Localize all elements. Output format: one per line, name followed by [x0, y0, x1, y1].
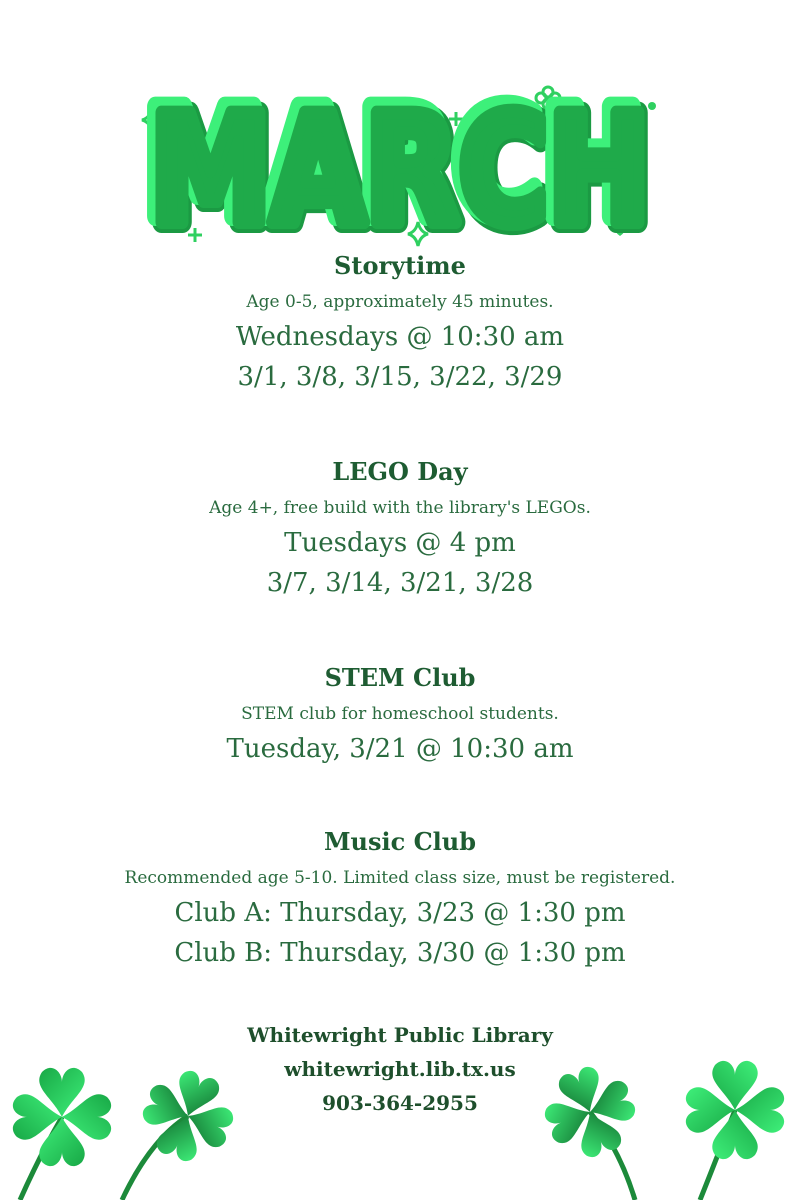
event-description: Age 4+, free build with the library's LEGOs.: [209, 498, 591, 518]
event-lego-day: [0, 451, 800, 603]
event-schedule: Tuesday, 3/21 @ 10:30 am: [226, 734, 574, 764]
event-schedule-a: Club A: Thursday, 3/23 @ 1:30 pm: [174, 898, 626, 928]
month-title-highlight: MARCH: [144, 80, 644, 250]
month-title-shadow: MARCH: [150, 84, 650, 250]
month-title: [130, 80, 670, 250]
library-info: [0, 1018, 800, 1120]
month-title-graphic: [130, 80, 670, 250]
event-name: STEM Club: [324, 663, 476, 692]
event-schedule: Tuesdays @ 4 pm: [284, 528, 516, 558]
event-description: Recommended age 5-10. Limited class size, must be registered.: [124, 868, 676, 888]
library-name: Whitewright Public Library: [247, 1023, 553, 1047]
event-name: Music Club: [323, 827, 477, 856]
event-schedule: Wednesdays @ 10:30 am: [235, 322, 565, 352]
event-dates: 3/7, 3/14, 3/21, 3/28: [266, 568, 534, 598]
event-music-club: [0, 821, 800, 973]
event-dates: 3/1, 3/8, 3/15, 3/22, 3/29: [237, 362, 563, 392]
library-website: whitewright.lib.tx.us: [284, 1057, 516, 1081]
event-stem-club: [0, 657, 800, 769]
event-schedule-b: Club B: Thursday, 3/30 @ 1:30 pm: [174, 938, 626, 968]
event-name: Storytime: [334, 251, 466, 280]
events-list: [0, 245, 800, 973]
event-storytime: [0, 245, 800, 397]
event-description: STEM club for homeschool students.: [241, 704, 559, 724]
event-name: LEGO Day: [332, 457, 468, 486]
event-description: Age 0-5, approximately 45 minutes.: [246, 292, 554, 312]
library-phone: 903-364-2955: [322, 1091, 478, 1115]
month-title-text: MARCH: [150, 84, 650, 250]
